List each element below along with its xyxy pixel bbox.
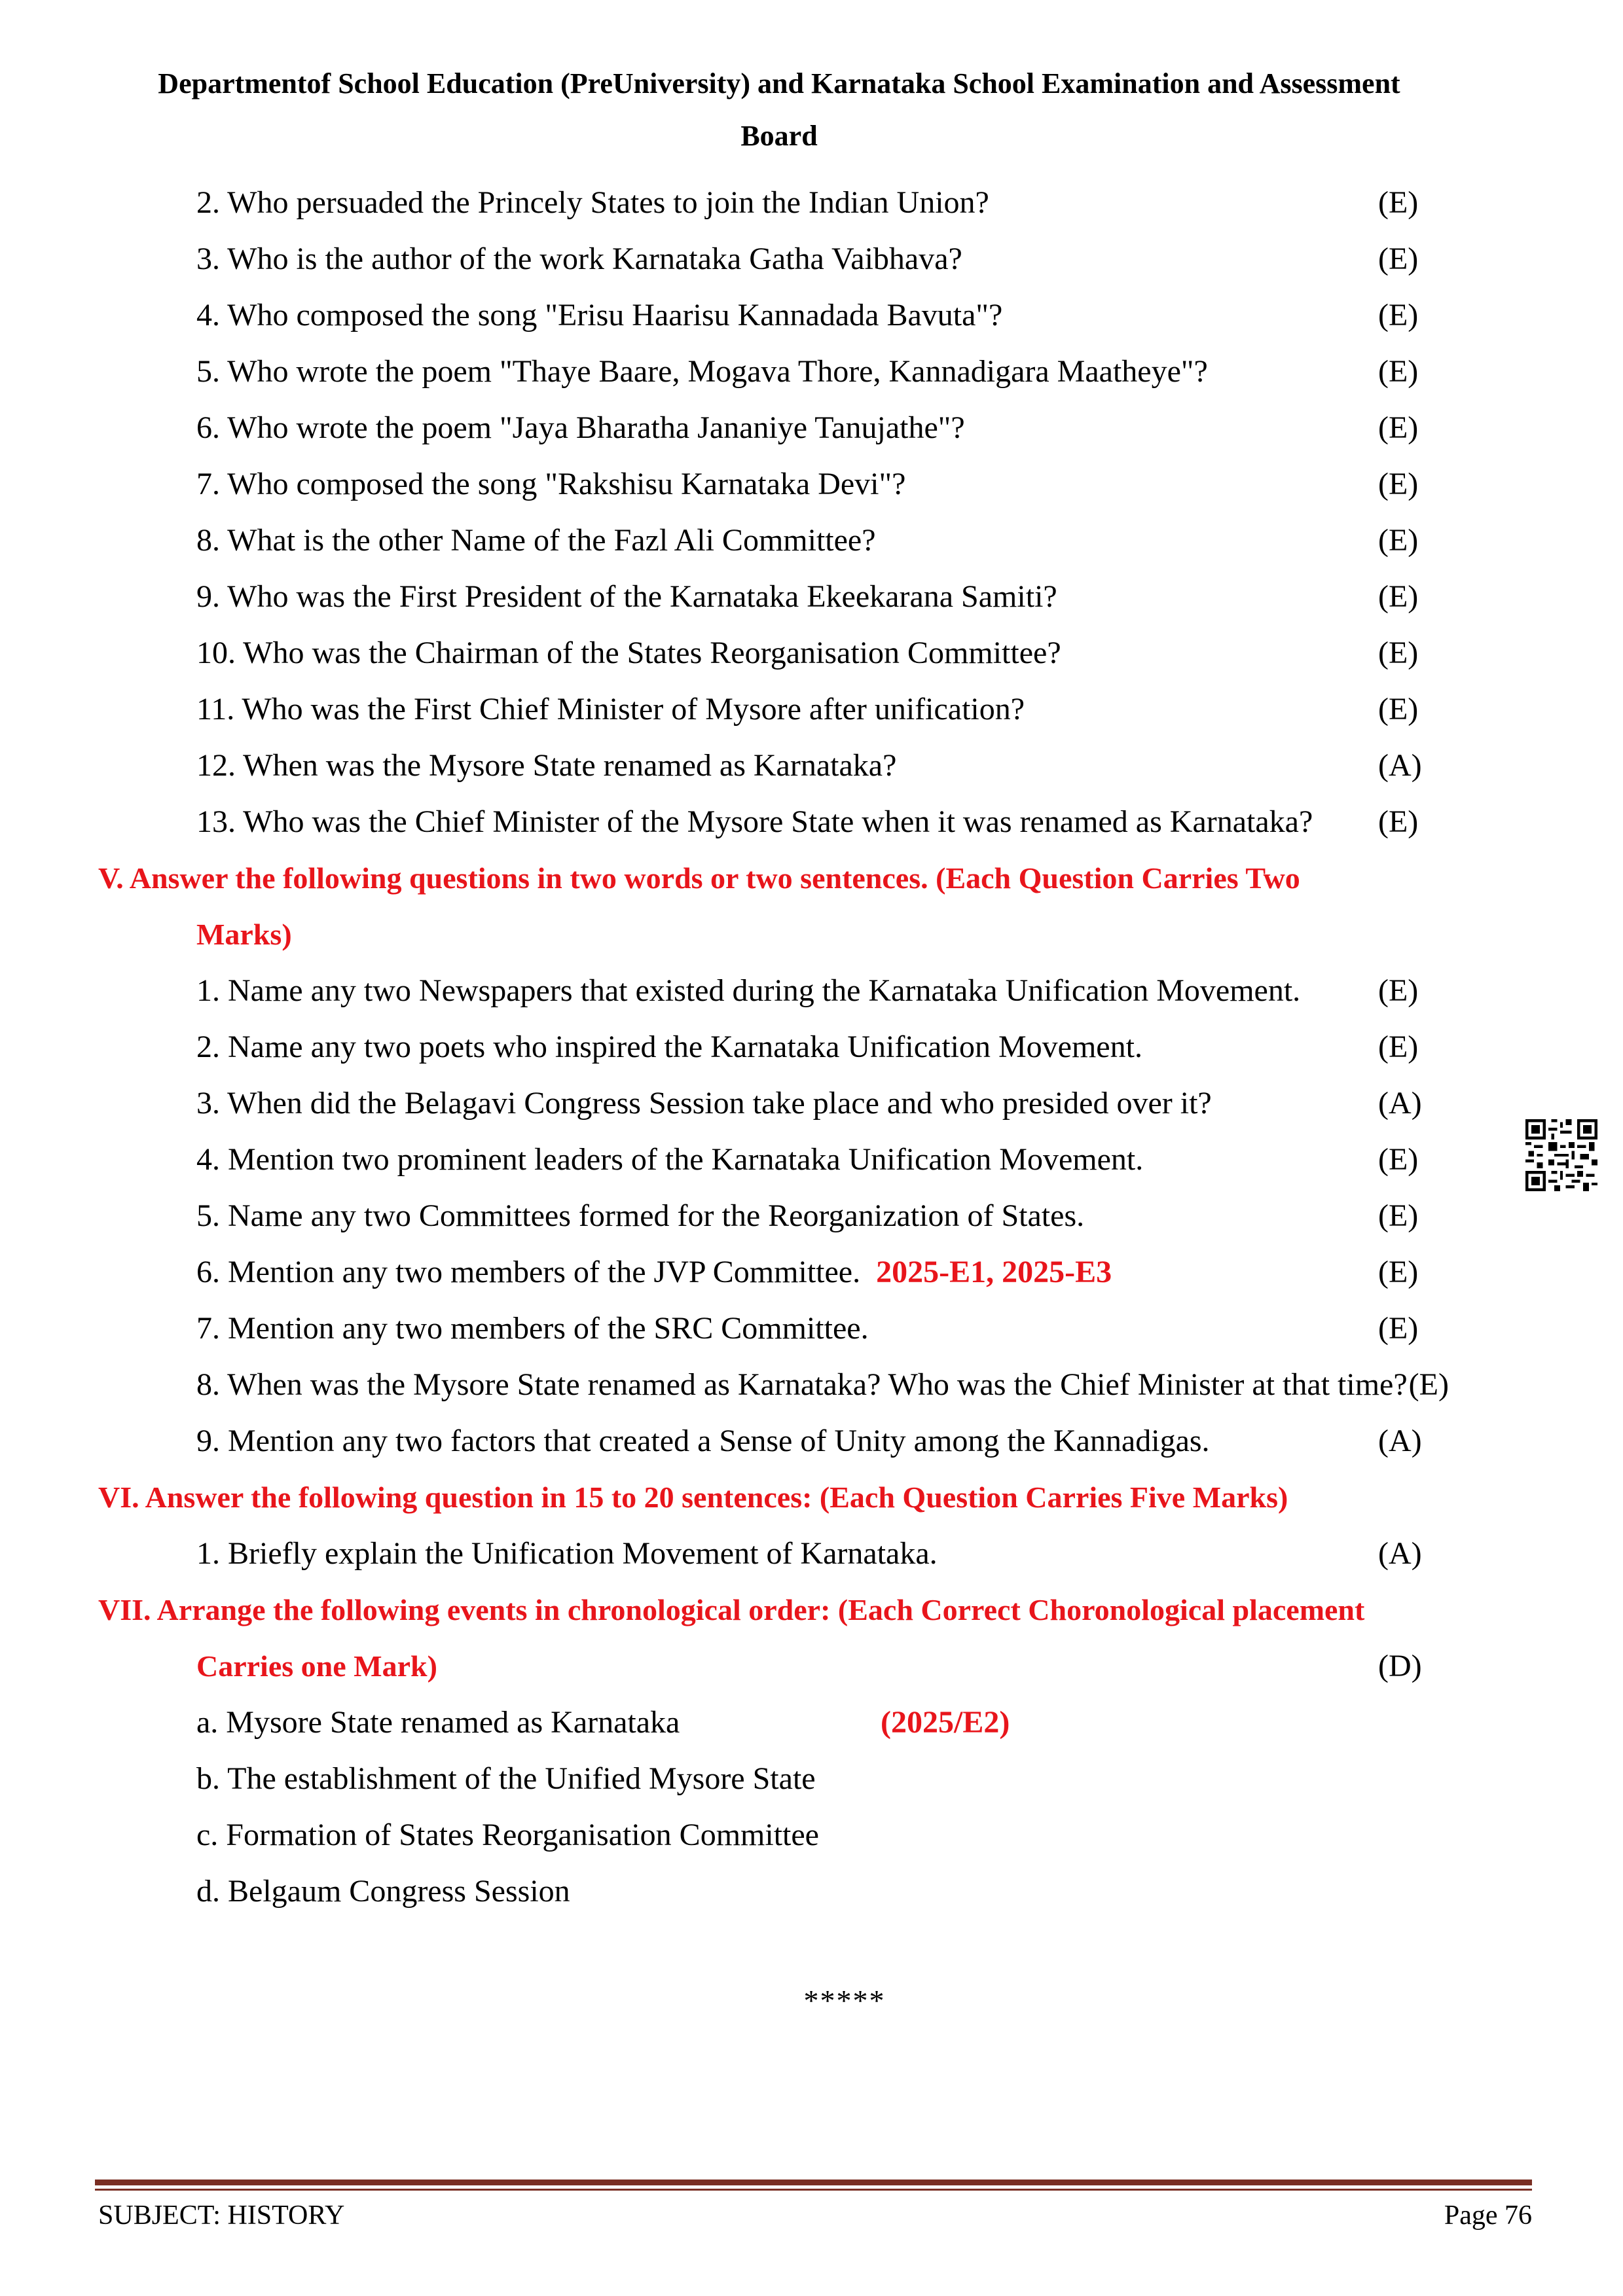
footer-rule-thick xyxy=(95,2179,1532,2185)
question-level: (A) xyxy=(1378,1535,1422,1571)
question-level: (E) xyxy=(1378,353,1419,389)
question-level: (E) xyxy=(1378,1141,1419,1177)
qr-code-icon xyxy=(1525,1119,1597,1191)
question-row xyxy=(196,681,1424,737)
question-level: (E) xyxy=(1378,297,1419,332)
event-text: d. Belgaum Congress Session xyxy=(196,1873,570,1909)
question-text: 5. Name any two Committees formed for the Reorganization of States. xyxy=(196,1198,1085,1233)
question-level: (E) xyxy=(1378,241,1419,276)
question-row xyxy=(196,737,1424,793)
question-text: 3. When did the Belagavi Congress Session take place and who presided over it? xyxy=(196,1085,1212,1121)
header-line-1: Departmentof School Education (PreUniversity) and Karnataka School Examination and Assessment xyxy=(158,67,1400,99)
footer-subject: SUBJECT: HISTORY xyxy=(98,2200,345,2231)
event-text: a. Mysore State renamed as Karnataka xyxy=(196,1704,680,1740)
section-vii-heading-row xyxy=(196,1638,1424,1694)
question-row xyxy=(196,1525,1424,1581)
question-row xyxy=(196,230,1424,287)
question-level: (A) xyxy=(1378,747,1422,783)
question-row xyxy=(196,1187,1424,1244)
section-v-heading: V. Answer the following questions in two words or two sentences. (Each Question Carries Two xyxy=(98,861,1300,895)
question-text: 8. What is the other Name of the Fazl Ali Committee? xyxy=(196,522,876,558)
question-text: 2. Name any two poets who inspired the Karnataka Unification Movement. xyxy=(196,1029,1142,1064)
question-text: 3. Who is the author of the work Karnataka Gatha Vaibhava? xyxy=(196,241,962,276)
question-row xyxy=(196,624,1424,681)
question-level: (E) xyxy=(1378,185,1419,220)
section-v-heading-cont: Marks) xyxy=(196,917,292,951)
question-level: (E) xyxy=(1378,804,1419,839)
end-of-section-mark: ***** xyxy=(803,1984,886,2017)
question-level: (E) xyxy=(1408,1367,1449,1402)
question-row xyxy=(196,793,1424,850)
question-text: 10. Who was the Chairman of the States Reorganisation Committee? xyxy=(196,635,1061,670)
question-text: 6. Who wrote the poem "Jaya Bharatha Jananiye Tanujathe"? xyxy=(196,410,965,445)
question-row xyxy=(196,174,1424,230)
question-text: 2. Who persuaded the Princely States to join the Indian Union? xyxy=(196,185,989,220)
event-text: b. The establishment of the Unified Mysore State xyxy=(196,1761,816,1796)
question-text: 1. Briefly explain the Unification Movement of Karnataka. xyxy=(196,1535,938,1571)
footer-page-number: Page 76 xyxy=(1444,2200,1532,2231)
event-row xyxy=(196,1694,1424,1750)
question-text: 7. Who composed the song "Rakshisu Karnataka Devi"? xyxy=(196,466,906,501)
exam-year-tag: (2025/E2) xyxy=(881,1704,1010,1740)
question-text: 9. Who was the First President of the Karnataka Ekeekarana Samiti? xyxy=(196,579,1057,614)
question-level: (E) xyxy=(1378,466,1419,501)
exam-year-tag: 2025-E1, 2025-E3 xyxy=(876,1254,1112,1289)
question-level: (E) xyxy=(1378,1029,1419,1064)
event-row xyxy=(196,1750,1424,1806)
question-text: 12. When was the Mysore State renamed as Karnataka? xyxy=(196,747,897,783)
question-row xyxy=(196,1356,1449,1412)
event-row xyxy=(196,1863,1424,1919)
question-row xyxy=(196,343,1424,399)
question-text: 7. Mention any two members of the SRC Committee. xyxy=(196,1310,869,1346)
question-level: (E) xyxy=(1378,522,1419,558)
header-line-2: Board xyxy=(740,120,818,152)
question-row xyxy=(196,512,1424,568)
question-row xyxy=(196,399,1424,456)
question-level: (E) xyxy=(1378,691,1419,726)
question-level: (E) xyxy=(1378,1310,1419,1346)
question-row xyxy=(196,287,1424,343)
question-text: 11. Who was the First Chief Minister of Mysore after unification? xyxy=(196,691,1025,726)
question-level: (E) xyxy=(1378,579,1419,614)
question-row xyxy=(196,1412,1424,1469)
section-vi-heading: VI. Answer the following question in 15 to 20 sentences: (Each Question Carries Five Marks) xyxy=(98,1480,1288,1514)
question-row xyxy=(196,1131,1424,1187)
question-with-tag xyxy=(196,1254,1112,1290)
question-row xyxy=(196,1300,1424,1356)
question-text: 8. When was the Mysore State renamed as Karnataka? Who was the Chief Minister at that time? xyxy=(196,1367,1408,1402)
section-vii-heading-cont: Carries one Mark) xyxy=(196,1649,437,1683)
question-text: 6. Mention any two members of the JVP Committee. xyxy=(196,1254,861,1289)
question-row xyxy=(196,1244,1424,1300)
question-text: 4. Mention two prominent leaders of the Karnataka Unification Movement. xyxy=(196,1141,1144,1177)
question-text: 13. Who was the Chief Minister of the Mysore State when it was renamed as Karnataka? xyxy=(196,804,1313,839)
question-level: (E) xyxy=(1378,635,1419,670)
document-header xyxy=(98,58,1460,162)
question-level: (E) xyxy=(1378,1198,1419,1233)
question-row xyxy=(196,568,1424,624)
question-level: (E) xyxy=(1378,410,1419,445)
question-text: 9. Mention any two factors that created a Sense of Unity among the Kannadigas. xyxy=(196,1423,1210,1458)
question-level: (A) xyxy=(1378,1423,1422,1458)
footer-rule-thin xyxy=(95,2189,1532,2191)
page-footer xyxy=(98,2193,1532,2238)
question-level: (E) xyxy=(1378,1254,1419,1289)
question-row xyxy=(196,962,1424,1018)
question-text: 5. Who wrote the poem "Thaye Baare, Mogava Thore, Kannadigara Maatheye"? xyxy=(196,353,1208,389)
question-row xyxy=(196,1018,1424,1075)
question-level: (A) xyxy=(1378,1085,1422,1121)
question-row xyxy=(196,1075,1424,1131)
question-level: (E) xyxy=(1378,973,1419,1008)
question-level: (D) xyxy=(1378,1648,1422,1683)
question-text: 1. Name any two Newspapers that existed during the Karnataka Unification Movement. xyxy=(196,973,1301,1008)
question-row xyxy=(196,456,1424,512)
event-text: c. Formation of States Reorganisation Committee xyxy=(196,1817,819,1852)
question-text: 4. Who composed the song "Erisu Haarisu Kannadada Bavuta"? xyxy=(196,297,1003,332)
event-row xyxy=(196,1806,1424,1863)
section-vii-heading: VII. Arrange the following events in chronological order: (Each Correct Choronological placement xyxy=(98,1592,1365,1626)
